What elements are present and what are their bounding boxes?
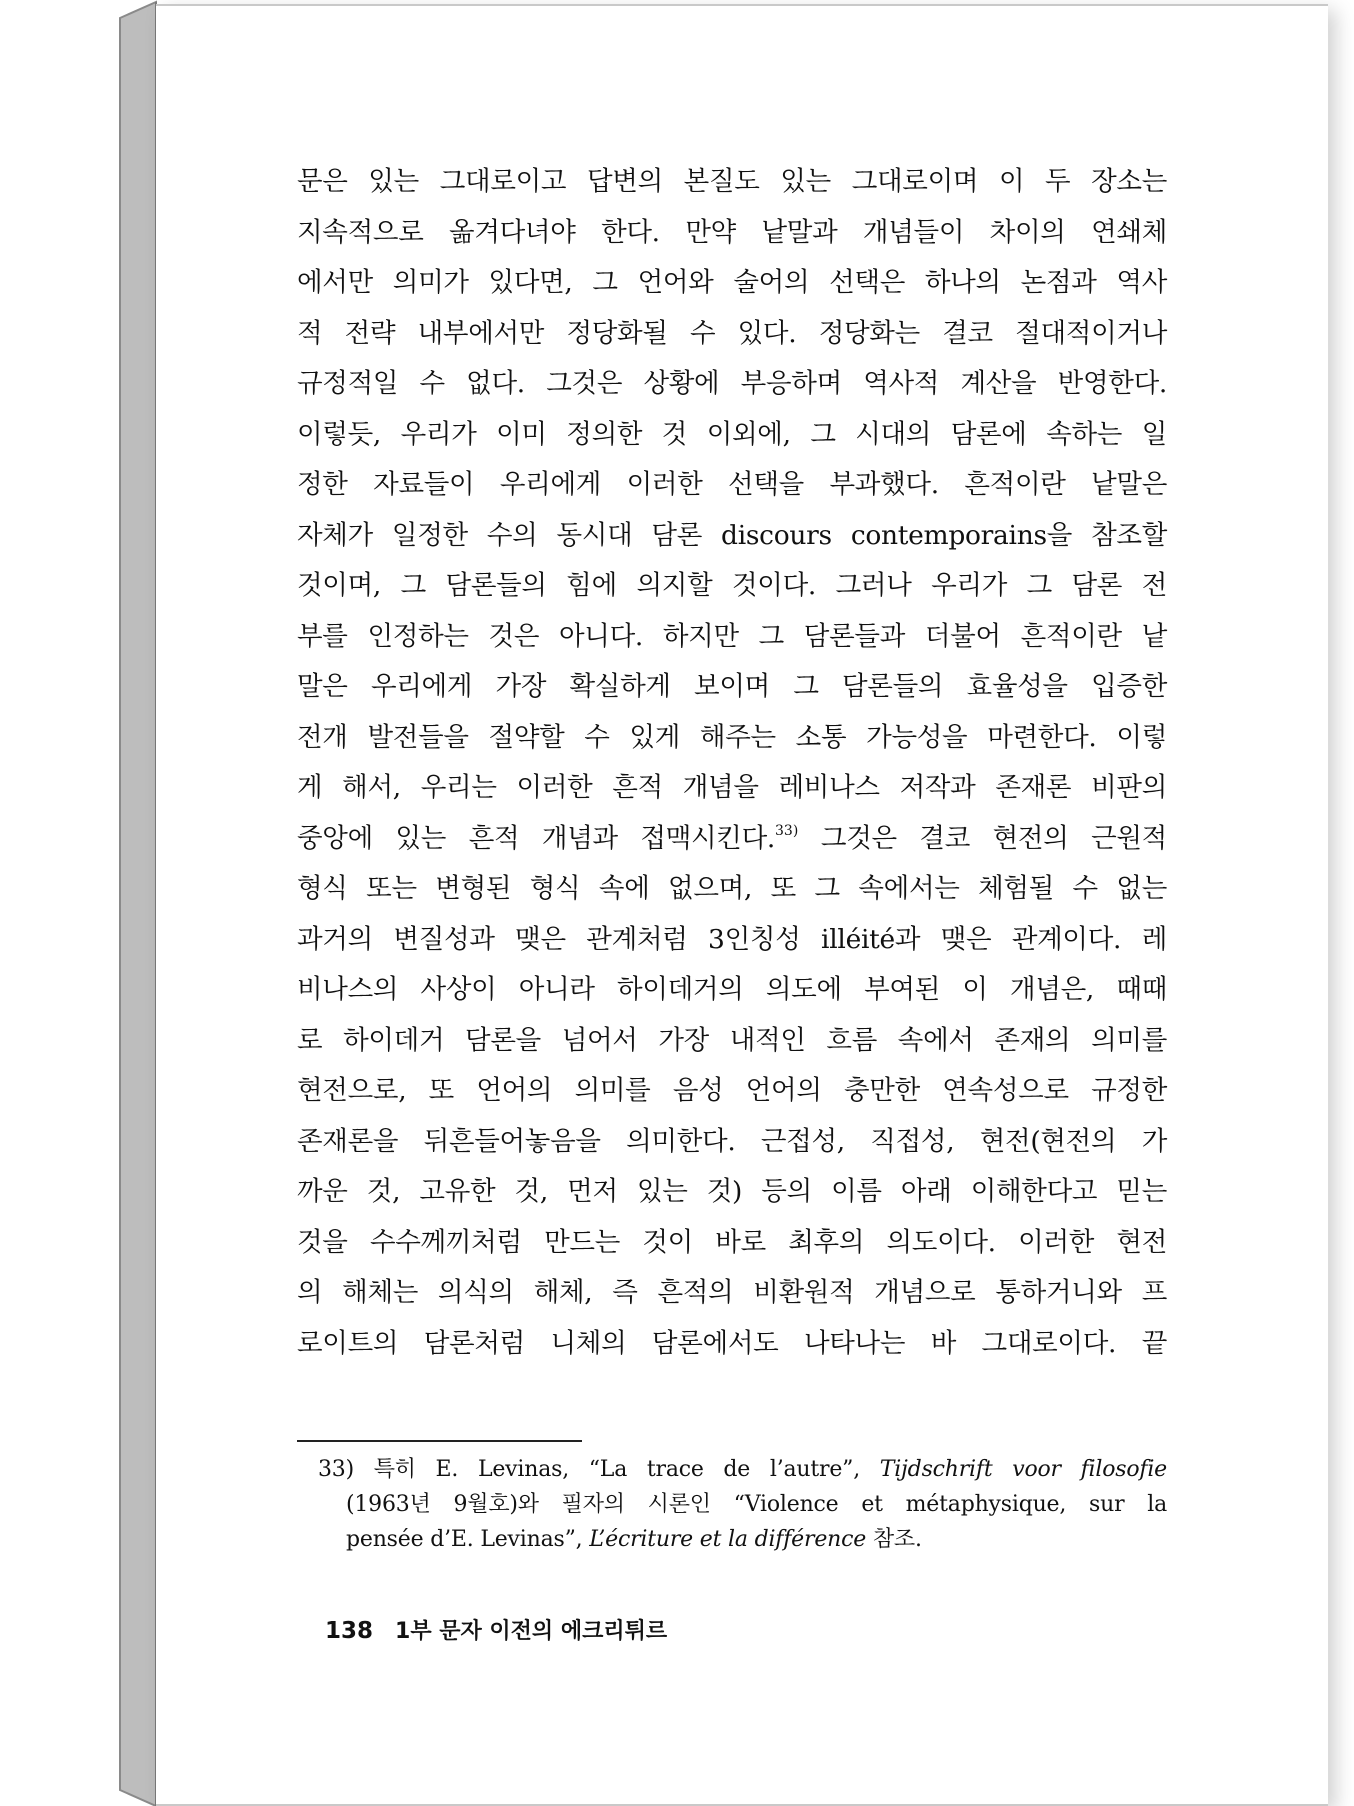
page-footer: [325, 1614, 667, 1648]
footnote-text: 참조.: [866, 1527, 922, 1552]
footnote-reference[interactable]: 33): [775, 822, 799, 839]
footnote-text: 33) 특히 E. Levinas, “La trace de l’autre”,: [318, 1457, 880, 1482]
body-line: 적 전략 내부에서만 정당화될 수 있다. 정당화는 결코 절대적이거나: [297, 317, 1167, 349]
body-line: 로 하이데거 담론을 넘어서 가장 내적인 흐름 속에서 존재의 의미를: [297, 1024, 1167, 1056]
body-line: 자체가 일정한 수의 동시대 담론 discours contemporains을 참조할: [297, 519, 1167, 551]
body-line: 존재론을 뒤흔들어놓음을 의미한다. 근접성, 직접성, 현전(현전의 가: [297, 1125, 1167, 1157]
footnote-line: [318, 1522, 1167, 1557]
body-line: 정한 자료들이 우리에게 이러한 선택을 부과했다. 흔적이란 낱말은: [297, 469, 1167, 500]
body-line: 비나스의 사상이 아니라 하이데거의 의도에 부여된 이 개념은, 때때: [297, 974, 1167, 1005]
body-line: 말은 우리에게 가장 확실하게 보이며 그 담론들의 효율성을 입증한: [297, 671, 1167, 702]
footnote-line: [318, 1452, 1167, 1487]
body-line-with-footnote-ref: [297, 814, 1167, 865]
body-line: 에서만 의미가 있다면, 그 언어와 술어의 선택은 하나의 논점과 역사: [297, 267, 1167, 298]
page-number: 138: [325, 1618, 374, 1644]
body-line: 형식 또는 변형된 형식 속에 없으며, 또 그 속에서는 체험될 수 없는: [297, 873, 1167, 904]
running-title: 1부 문자 이전의 에크리튀르: [395, 1619, 668, 1644]
body-line: 지속적으로 옮겨다녀야 한다. 만약 낱말과 개념들이 차이의 연쇄체: [297, 216, 1167, 248]
body-line: 것을 수수께끼처럼 만드는 것이 바로 최후의 의도이다. 이러한 현전: [297, 1226, 1167, 1258]
body-line: 의 해체는 의식의 해체, 즉 흔적의 비환원적 개념으로 통하거니와 프: [297, 1277, 1167, 1308]
body-line: 규정적일 수 없다. 그것은 상황에 부응하며 역사적 계산을 반영한다.: [297, 368, 1167, 399]
footnote-book-title: L’écriture et la différence: [589, 1527, 867, 1552]
body-line: 게 해서, 우리는 이러한 흔적 개념을 레비나스 저작과 존재론 비판의: [297, 772, 1167, 803]
body-line-part: 중앙에 있는 흔적 개념과 접맥시킨다.: [297, 822, 776, 854]
body-line: 것이며, 그 담론들의 힘에 의지할 것이다. 그러나 우리가 그 담론 전: [297, 570, 1167, 601]
footnote-33: [318, 1452, 1167, 1557]
footnote-separator: [297, 1440, 582, 1442]
body-line: 전개 발전들을 절약할 수 있게 해주는 소통 가능성을 마련한다. 이렇: [297, 721, 1167, 753]
body-text: [297, 157, 1167, 1369]
footnote-journal-title: Tijdschrift voor filosofie: [879, 1457, 1167, 1482]
body-line: 부를 인정하는 것은 아니다. 하지만 그 담론들과 더불어 흔적이란 낱: [297, 620, 1167, 652]
body-line: 현전으로, 또 언어의 의미를 음성 언어의 충만한 연속성으로 규정한: [297, 1075, 1167, 1106]
body-line: 이렇듯, 우리가 이미 정의한 것 이외에, 그 시대의 담론에 속하는 일: [297, 418, 1167, 450]
footnote-text: pensée d’E. Levinas”,: [346, 1527, 590, 1552]
body-line: 과거의 변질성과 맺은 관계처럼 3인칭성 illéité과 맺은 관계이다. 레: [297, 923, 1167, 955]
body-line: 문은 있는 그대로이고 답변의 본질도 있는 그대로이며 이 두 장소는: [297, 166, 1167, 197]
footnote-line: (1963년 9월호)와 필자의 시론인 “Violence et métaphysique, sur la: [346, 1492, 1167, 1517]
body-line: 로이트의 담론처럼 니체의 담론에서도 나타나는 바 그대로이다. 끝: [297, 1327, 1167, 1359]
body-line: 까운 것, 고유한 것, 먼저 있는 것) 등의 이름 아래 이해한다고 믿는: [297, 1176, 1167, 1207]
body-line-part: 그것은 결코 현전의 근원적: [798, 822, 1167, 854]
